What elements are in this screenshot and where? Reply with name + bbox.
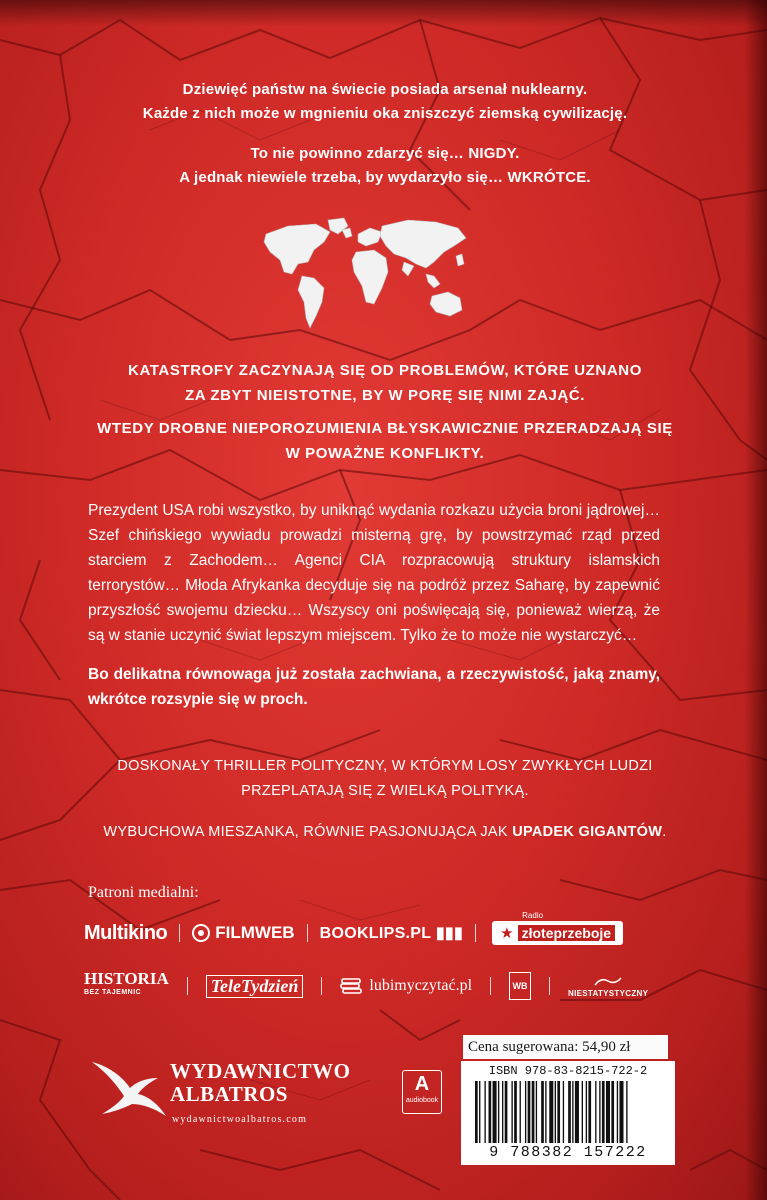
publisher-name-line-1: WYDAWNICTWO bbox=[170, 1059, 351, 1083]
blurb-paragraph: Prezydent USA robi wszystko, by uniknąć wydania rozkazu użycia broni jądrowej… Szef chińskiego wywiadu prowadzi misterną grę, by powstrzymać rząd przed starciem z Zachodem… Agenci CIA rozpracowują struktury islamskich terrorystów… Młoda Afrykanka decyduje się na podróż przez Saharę, by zapewnić przyszłość swojemu dziecku… Wszyscy oni poświęcają się, ponieważ wierzą, że są w stanie uczynić świat lepszym miejscem. Tylko że to może nie wystarczyć… bbox=[88, 502, 660, 644]
caps-paragraph-1 bbox=[60, 358, 710, 408]
lubimyczytac-label: lubimyczytać.pl bbox=[369, 977, 473, 994]
logo-separator bbox=[179, 924, 180, 942]
logo-separator bbox=[490, 977, 491, 995]
caps-line-2: ZA ZBYT NIEISTOTNE, BY W PORĘ SIĘ NIMI ZAJĄĆ. bbox=[184, 387, 586, 404]
zlote-przeboje-label: złoteprzeboje bbox=[518, 925, 615, 941]
logo-separator bbox=[475, 924, 476, 942]
publisher-name bbox=[170, 1060, 351, 1106]
albatros-bird-icon bbox=[88, 1052, 173, 1124]
caps-paragraph-2 bbox=[60, 416, 710, 466]
filmweb-logo bbox=[192, 923, 294, 943]
historia-label: HISTORIA bbox=[84, 969, 169, 988]
publisher-name-line-2: ALBATROS bbox=[170, 1082, 288, 1106]
logo-separator bbox=[549, 977, 550, 995]
logo-separator bbox=[321, 977, 322, 995]
caps-line-1: KATASTROFY ZACZYNAJĄ SIĘ OD PROBLEMÓW, KTÓRE UZNANO bbox=[128, 362, 642, 379]
niestatystyczny-wave-icon bbox=[593, 975, 623, 987]
tagline-line-2: PRZEPLATAJĄ SIĘ Z WIELKĄ POLITYKĄ. bbox=[241, 783, 529, 799]
teletydzien-logo: TeleTydzień bbox=[206, 975, 304, 998]
wb-logo: WB bbox=[509, 972, 531, 1000]
star-icon: ★ bbox=[500, 924, 514, 942]
books-stack-icon bbox=[340, 978, 362, 994]
historia-logo bbox=[84, 969, 169, 1000]
intro-line-4: A jednak niewiele trzeba, by wydarzyło się… WKRÓTCE. bbox=[179, 169, 591, 186]
film-reel-icon bbox=[192, 924, 210, 942]
booklips-bars-icon: ▮▮▮ bbox=[435, 925, 464, 942]
patrons-label: Patroni medialni: bbox=[88, 884, 199, 901]
radio-label: Radio bbox=[522, 911, 544, 920]
filmweb-label: FILMWEB bbox=[215, 923, 295, 942]
caps-line-3: WTEDY DROBNE NIEPOROZUMIENIA BŁYSKAWICZNIE PRZERADZAJĄ SIĘ bbox=[97, 420, 673, 437]
publisher-url: wydawnictwoalbatros.com bbox=[172, 1114, 308, 1125]
caps-block bbox=[60, 358, 710, 474]
booklips-label: BOOKLIPS.PL bbox=[319, 925, 432, 942]
publisher-logo bbox=[88, 1052, 378, 1132]
tagline-line-3-prefix: WYBUCHOWA MIESZANKA, RÓWNIE PASJONUJĄCA JAK bbox=[103, 824, 513, 840]
tagline-thriller bbox=[60, 754, 710, 804]
caps-line-4: W POWAŻNE KONFLIKTY. bbox=[285, 445, 485, 462]
blurb-bold-paragraph: Bo delikatna równowaga już została zachwiana, a rzeczywistość, jaką znamy, wkrótce rozsypie się w proch. bbox=[88, 666, 660, 708]
tagline-line-3-suffix: . bbox=[662, 824, 667, 840]
lubimyczytac-logo bbox=[340, 977, 472, 995]
multikino-logo: Multikino bbox=[84, 921, 168, 944]
tagline-mix bbox=[60, 820, 710, 845]
tagline-line-3-bold: UPADEK GIGANTÓW bbox=[512, 824, 663, 840]
isbn-number: ISBN 978-83-8215-722-2 bbox=[488, 1064, 648, 1078]
intro-block bbox=[60, 78, 710, 206]
booklips-logo bbox=[320, 923, 464, 943]
intro-line-3: To nie powinno zdarzyć się… NIGDY. bbox=[250, 145, 520, 162]
niestatystyczny-label: NIESTATYSTYCZNY bbox=[568, 988, 649, 998]
intro-paragraph-1 bbox=[60, 78, 710, 126]
intro-line-1: Dziewięć państw na świecie posiada arsenał nuklearny. bbox=[182, 81, 588, 98]
audiobook-badge bbox=[402, 1070, 442, 1114]
intro-paragraph-2 bbox=[60, 142, 710, 190]
patron-logos-row-1 bbox=[84, 911, 684, 948]
blurb bbox=[88, 498, 660, 726]
logo-separator bbox=[307, 924, 308, 942]
right-edge-shadow bbox=[745, 0, 767, 1200]
historia-sub-label: BEZ TAJEMNIC bbox=[84, 989, 142, 996]
audiobook-label: audiobook bbox=[405, 1097, 439, 1104]
world-map-icon bbox=[258, 212, 473, 332]
barcode-block bbox=[461, 1061, 675, 1165]
price-label: Cena sugerowana: 54,90 zł bbox=[463, 1035, 668, 1059]
zlote-przeboje-logo bbox=[492, 911, 623, 945]
audiobook-letter: A bbox=[414, 1073, 430, 1095]
ean-number: 9 788382 157222 bbox=[489, 1144, 647, 1161]
logo-separator bbox=[187, 977, 188, 995]
tagline-line-1: DOSKONAŁY THRILLER POLITYCZNY, W KTÓRYM LOSY ZWYKŁYCH LUDZI bbox=[117, 758, 653, 774]
intro-line-2: Każde z nich może w mgnieniu oka zniszczyć ziemską cywilizację. bbox=[142, 105, 628, 122]
top-edge-shadow bbox=[0, 0, 767, 26]
patron-logos-row-2 bbox=[84, 968, 684, 1004]
niestatystyczny-logo bbox=[568, 975, 648, 998]
barcode-bars bbox=[475, 1081, 665, 1143]
